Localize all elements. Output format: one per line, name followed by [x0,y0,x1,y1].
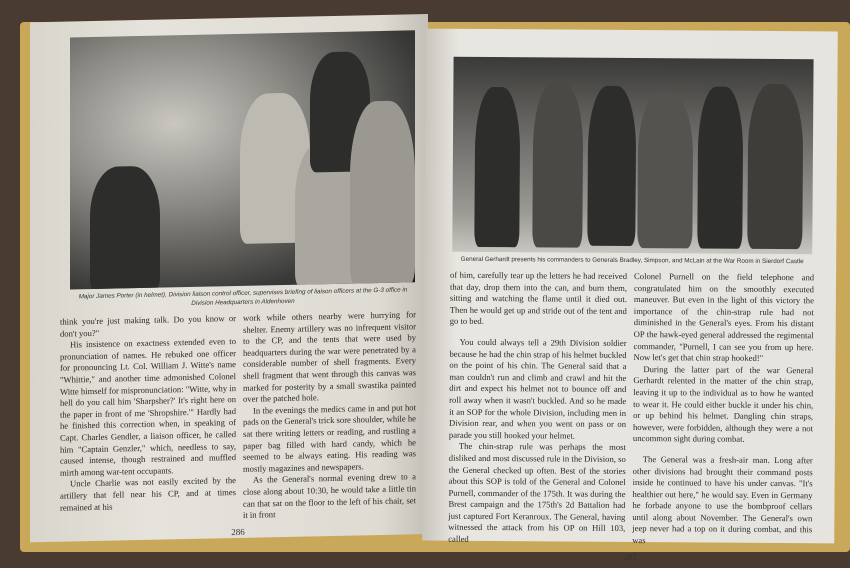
paragraph: think you're just making talk. Do you know or don't you?" [60,313,236,339]
paragraph: The General was a fresh-air man. Long after other divisions had brought their command posts inside he continued to have his under canvas. "It's healthier out here," he would say. Even in Germany he forbade anyone to use the bombproof cellars until along about November. The General's own jeep never had a top on it during combat, and this was [632,453,813,546]
photo-caption: Major James Porter (in helmet), Division liaison control officer, supervises briefing of liaison officers at the G-3 office in Division Headquarters in Aldenhoven [78,286,408,307]
text-columns [60,309,416,525]
text-column-1 [60,313,236,514]
paragraph: During the latter part of the war General Gerhardt relented in the matter of the chin strap, leaving it up to the individual as to how he wanted to wear it. He could either buckle it under his chin, or up behind his helmet. Dangling chin straps, however, were forbidden, although they were a not uncommon sight during combat. [632,363,814,445]
person-figure [747,84,803,249]
text-column-1 [448,270,627,547]
text-columns [448,270,814,548]
paragraph: As the General's normal evening drew to a close along about 10:30, he would take a little tin can that sat on the floor to the left of his chair, set it in front [243,471,416,520]
paragraph: The chin-strap rule was perhaps the most disliked and most discussed rule in the Division, so the General checked up often. Best of the stories about this SOP is told of the General and Colonel Purnell, commander of the 175th. It was during the Brest campaign and the 175th's 2d Battalion had just captured Fort Keranroux. The General, having witnessed the attack from his OP on Hill 103, called [448,441,626,544]
photo-caption: General Gerhardt presents his commanders to Generals Bradley, Simpson, and McLain at the War Room in Sierdorf Castle [460,255,804,266]
page-number: 286 [231,526,245,537]
war-room-photo [452,57,813,255]
person-figure [90,166,160,290]
person-figure [697,86,743,248]
text-column-2 [632,271,814,548]
paragraph: You could always tell a 29th Division soldier because he had the chin strap of his helmet buckled on the point of his chin. The General said that a man couldn't run and climb and crawl and hit the dirt and expect his helmet not to bounce off and roll away when it wasn't buckled. And so he made it an SOP for the whole Division, including men in Division rear, and when you went on pass or on parade you still hooked your helmet. [448,336,627,441]
right-page [422,29,838,562]
person-figure [637,93,693,248]
person-figure [532,82,583,247]
person-figure [474,87,520,247]
text-column-2 [243,309,416,521]
paragraph: of him, carefully tear up the letters he had received that day, drop them into the can, and burn them, sitting and watching the flame until it died out. Then he would get up and stride out of the tent and go to bed. [449,269,628,327]
paragraph: His insistence on exactness extended even to pronunciation of names. He rebuked one officer for pronouncing Lt. Col. William J. Witte's name "Whittie," and another time admonished Colonel Witte himself for mispronunciation: "Witte, why in hell do you call him 'Sharpsher?' It's right here on the paper in front of me 'Shropshire.'" Hardly had he finished this correction when, in speaking of Capt. Charles Gendler, a liaison officer, he called him "Captain Genzler," which, needless to say, caused intense, though restrained and muffled mirth among war-tent occupants. [60,336,236,478]
paragraph: Colonel Purnell on the field telephone and congratulated him on the smoothly executed maneuver. But even in the light of this victory the importance of the chin-strap rule had not diminished in the General's eyes. From his distant OP the hawk-eyed general addressed the regimental commander, "Purnell, I can see you from up here. Now let's get that chin strap hooked!" [633,271,815,364]
page-number: 287 [623,551,637,562]
left-page-text [60,285,416,541]
left-page [30,14,428,542]
briefing-photo [70,30,415,289]
person-figure [587,86,636,246]
paragraph: Uncle Charlie was not easily excited by the artillery that fell near his CP, and at times remained at his [60,475,236,513]
paragraph: In the evenings the medics came in and put hot pads on the General's trick sore shoulder, while he sat there writing letters or reading, and rustling a paper bag filled with hard candy, which he seemed to be always eating. His reading was mostly magazines and newspapers. [243,402,416,474]
right-page-text [448,255,814,564]
person-figure [350,100,415,286]
paragraph: work while others nearby were hurrying for shelter. Enemy artillery was no infrequent visitor to the CP, and the tents that were used by headquarters during the war were penetrated by a considerable number of shell fragments. Every shell fragment that went through this canvas was marked for posterity by a small swastika painted over the patched hole. [243,309,416,405]
